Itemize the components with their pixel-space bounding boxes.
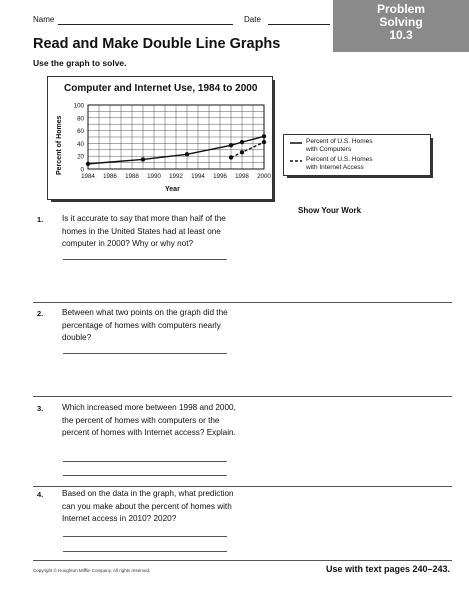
x-tick-label: 1984 [81, 173, 95, 180]
x-axis-label: Year [165, 186, 180, 193]
question-3-answer-line-1[interactable] [63, 461, 227, 462]
x-tick-label: 1994 [191, 173, 205, 180]
question-2-answer-line[interactable] [63, 353, 227, 354]
internet-data-point [240, 150, 244, 154]
y-tick-label: 20 [77, 153, 84, 161]
x-tick-label: 2000 [257, 173, 271, 180]
question-2-text: Between what two points on the graph did the percentage of homes with computers nearly double? [62, 308, 228, 342]
question-4-text: Based on the data in the graph, what prediction can you make about the percent of homes with Internet access in 2010? 2020? [62, 489, 234, 523]
question-1-text: Is it accurate to say that more than half of the homes in the United States had at least one computer in 2000? Why or why not? [62, 214, 226, 248]
computers-data-point [229, 143, 233, 147]
computers-data-point [262, 134, 266, 138]
y-axis-label: Percent of Homes [56, 115, 63, 175]
question-1-number: 1. [37, 215, 44, 224]
legend-item-1-line-1: Percent of U.S. Homes [306, 138, 373, 145]
legend-item-2-line-2: with Internet Access [306, 163, 364, 171]
date-label: Date [244, 15, 261, 24]
page-title: Read and Make Double Line Graphs [33, 36, 281, 52]
line-chart [48, 77, 272, 199]
question-4-answer-line-2[interactable] [63, 551, 227, 552]
x-tick-label: 1986 [103, 173, 117, 180]
y-tick-label: 100 [73, 102, 84, 110]
name-label: Name [33, 15, 55, 24]
computers-data-point [240, 140, 244, 144]
internet-data-point [229, 155, 233, 159]
internet-data-point [262, 140, 266, 144]
question-2-number: 2. [37, 309, 44, 318]
badge-line-3: 10.3 [389, 28, 413, 42]
date-line[interactable] [268, 24, 330, 25]
question-4-number: 4. [37, 490, 44, 499]
computers-data-point [141, 157, 145, 161]
question-3-number: 3. [37, 404, 44, 413]
question-3-text: Which increased more between 1998 and 2000, the percent of homes with computers or the percent of homes with Internet access? Explain. [62, 403, 236, 437]
legend-item-2-line-1: Percent of U.S. Homes [306, 156, 373, 163]
badge-line-2: Solving [379, 15, 423, 29]
computers-data-point [185, 152, 189, 156]
chart-title: Computer and Internet Use, 1984 to 2000 [64, 83, 258, 94]
problem-solving-badge [333, 0, 469, 52]
y-tick-label: 80 [77, 115, 84, 123]
x-tick-label: 1990 [147, 173, 161, 180]
chart-legend [283, 134, 431, 176]
section-divider-1 [33, 302, 452, 303]
y-tick-label: 0 [80, 166, 84, 174]
footer-divider [33, 560, 452, 561]
text-pages-note: Use with text pages 240–243. [326, 564, 451, 574]
instruction: Use the graph to solve. [33, 58, 127, 68]
x-tick-label: 1988 [125, 173, 139, 180]
question-3-answer-line-2[interactable] [63, 475, 227, 476]
y-tick-label: 60 [77, 128, 84, 136]
question-1-answer-line[interactable] [63, 259, 227, 260]
computers-data-point [86, 162, 90, 166]
x-tick-label: 1998 [235, 173, 249, 180]
x-tick-label: 1992 [169, 173, 183, 180]
name-line[interactable] [58, 24, 233, 25]
copyright-text: Copyright © Houghton Mifflin Company. All rights reserved. [33, 568, 151, 573]
section-divider-2 [33, 396, 452, 397]
x-tick-label: 1996 [213, 173, 227, 180]
question-4-answer-line-1[interactable] [63, 536, 227, 537]
chart-grid [88, 105, 264, 169]
chart-box [47, 76, 273, 200]
show-your-work-label: Show Your Work [298, 206, 362, 215]
badge-line-1: Problem [376, 2, 425, 16]
y-tick-label: 40 [77, 140, 84, 148]
section-divider-3 [33, 486, 452, 487]
legend-item-1-line-2: with Computers [306, 145, 352, 153]
